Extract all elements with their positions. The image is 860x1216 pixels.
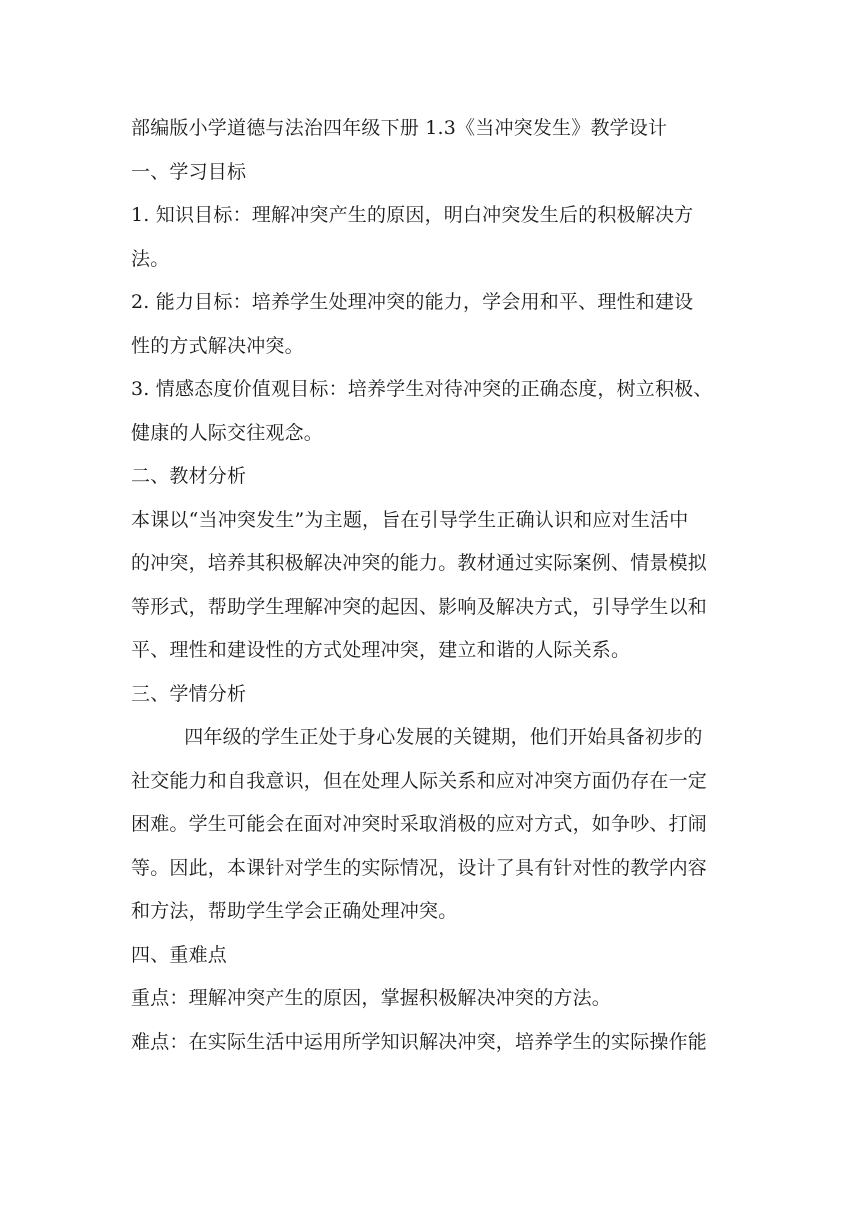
students-line-4: 等。因此，本课针对学生的实际情况，设计了具有针对性的教学内容 (131, 856, 708, 879)
material-line-3: 等形式，帮助学生理解冲突的起因、影响及解决方式，引导学生以和 (131, 595, 708, 618)
document-title: 部编版小学道德与法治四年级下册 1.3《当冲突发生》教学设计 (131, 117, 668, 139)
goal-item-1-line-1: 1. 知识目标：理解冲突产生的原因，明白冲突发生后的积极解决方 (131, 204, 694, 226)
section-heading-keypoints: 四、重难点 (131, 943, 228, 966)
section-heading-students: 三、学情分析 (131, 682, 247, 705)
keypoint-focus: 重点：理解冲突产生的原因，掌握积极解决冲突的方法。 (131, 987, 612, 1009)
students-line-1: 四年级的学生正处于身心发展的关键期，他们开始具备初步的 (184, 726, 703, 748)
students-line-3: 困难。学生可能会在面对冲突时采取消极的应对方式，如争吵、打闹 (131, 813, 708, 835)
students-line-5: 和方法，帮助学生学会正确处理冲突。 (131, 900, 458, 922)
document-body (131, 107, 731, 1064)
material-line-2: 的冲突，培养其积极解决冲突的能力。教材通过实际案例、情景模拟 (131, 552, 708, 574)
goal-item-3-line-1: 3. 情感态度价值观目标：培养学生对待冲突的正确态度，树立积极、 (131, 378, 713, 400)
section-heading-material: 二、教材分析 (131, 465, 247, 487)
goal-item-2-line-1: 2. 能力目标：培养学生处理冲突的能力，学会用和平、理性和建设 (131, 291, 694, 313)
material-line-1: 本课以“当冲突发生”为主题，旨在引导学生正确认识和应对生活中 (131, 508, 689, 531)
students-line-2: 社交能力和自我意识，但在处理人际关系和应对冲突方面仍存在一定 (131, 769, 708, 792)
goal-item-1-line-2: 法。 (131, 247, 170, 270)
section-heading-goals: 一、学习目标 (131, 160, 247, 183)
material-line-4: 平、理性和建设性的方式处理冲突，建立和谐的人际关系。 (131, 639, 631, 661)
keypoint-difficulty: 难点：在实际生活中运用所学知识解决冲突，培养学生的实际操作能 (131, 1030, 708, 1053)
goal-item-2-line-2: 性的方式解决冲突。 (131, 334, 304, 357)
goal-item-3-line-2: 健康的人际交往观念。 (131, 421, 324, 444)
